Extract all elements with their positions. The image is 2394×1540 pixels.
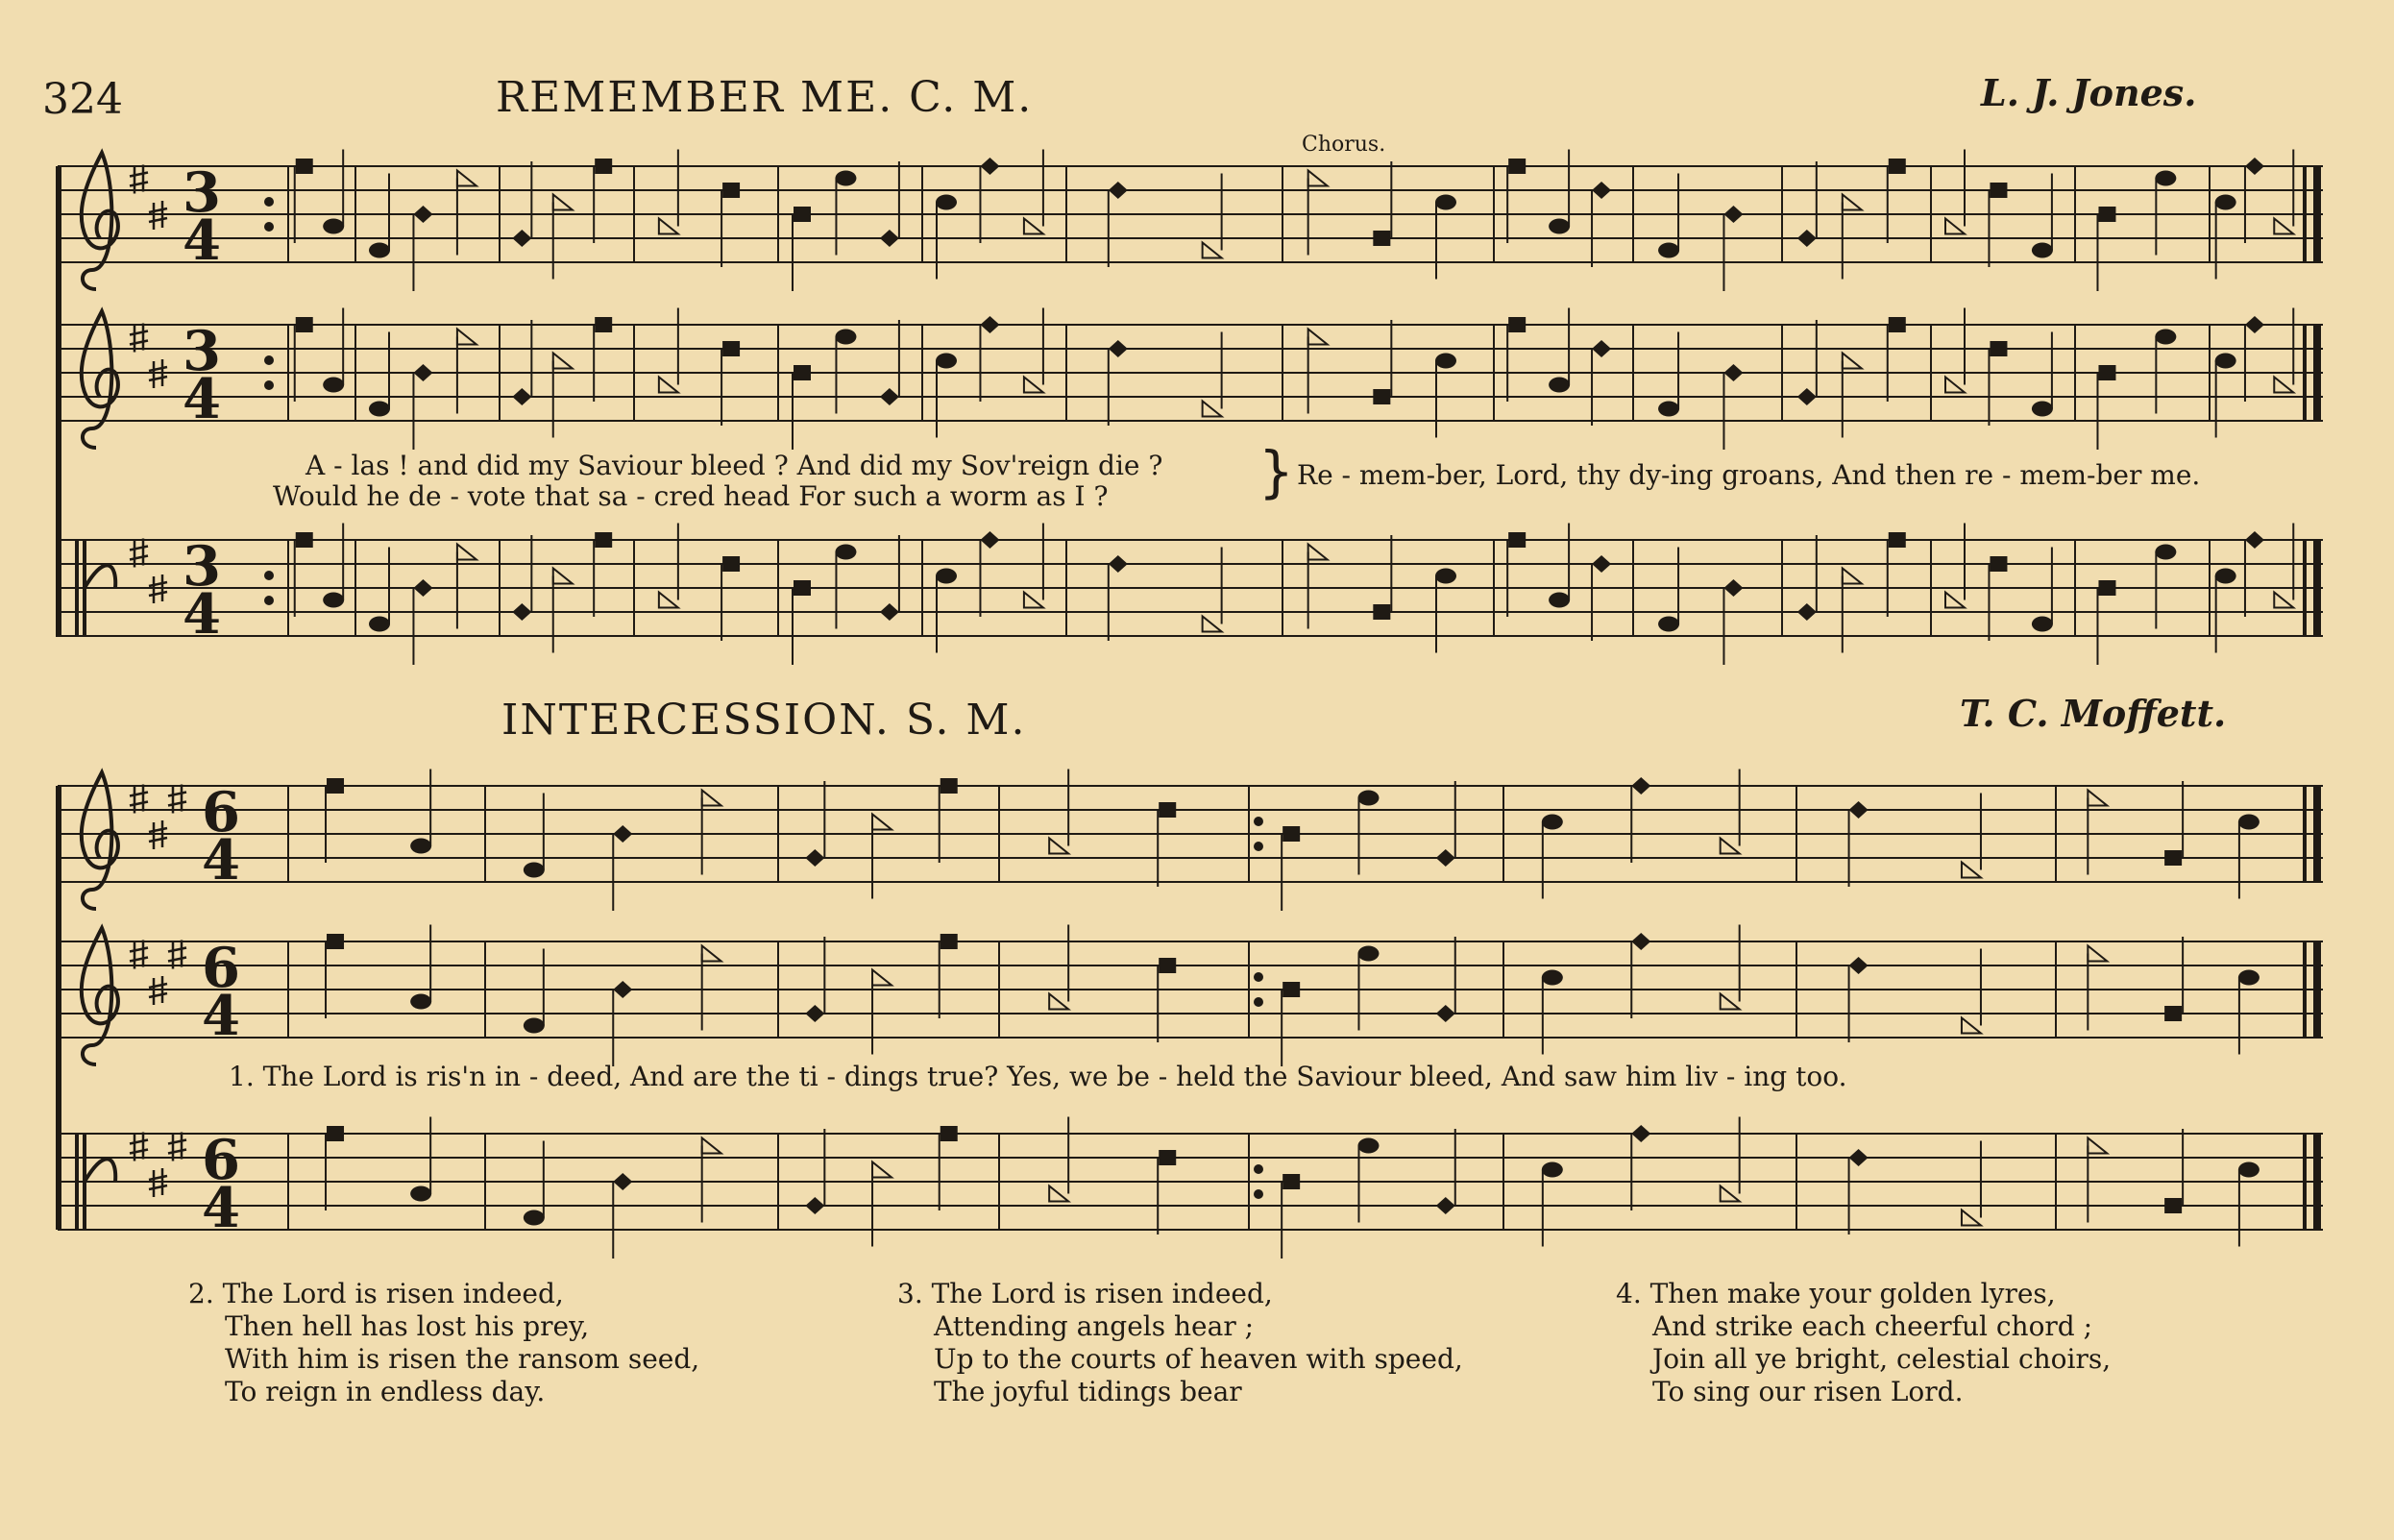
- repeat-dot: [1254, 842, 1263, 851]
- note-head: [936, 569, 957, 584]
- note-head: [2032, 402, 2053, 417]
- note-head: [1592, 555, 1611, 573]
- repeat-dot: [264, 380, 274, 390]
- time-sig-bottom: 4: [202, 1175, 241, 1240]
- hymn2-verse1-lyrics: 1. The Lord is ris'n in - deed, And are the ti - dings true? Yes, we be - held the Saviour bleed, And saw him liv - ing too.: [229, 1061, 1847, 1092]
- note-head: [1962, 1210, 1981, 1226]
- note-head: [1990, 556, 2007, 572]
- note-head: [1109, 182, 1128, 199]
- note-head: [1024, 219, 1043, 234]
- note-head: [2155, 330, 2176, 345]
- note-head: [872, 970, 892, 986]
- hymn-title-remember-me: REMEMBER ME. C. M.: [496, 73, 1034, 122]
- note-head: [722, 556, 740, 572]
- final-barline: [2313, 540, 2321, 636]
- note-head: [323, 219, 344, 234]
- note-head: [1658, 243, 1679, 258]
- note-head: [2238, 815, 2260, 830]
- final-barline: [2313, 166, 2321, 262]
- note-head: [1592, 340, 1611, 357]
- note-head: [1849, 1149, 1869, 1166]
- note-head: [1508, 159, 1526, 174]
- note-head: [1797, 603, 1817, 621]
- note-head: [1542, 1162, 1563, 1178]
- note-head: [2088, 1138, 2107, 1154]
- final-barline: [2313, 325, 2321, 421]
- note-head: [595, 159, 612, 174]
- composer-t-c-moffett: T. C. Moffett.: [1960, 692, 2227, 735]
- note-head: [1308, 171, 1328, 186]
- hymn1-chorus-lyrics: Re - mem-ber, Lord, thy dy-ing groans, And then re - mem-ber me.: [1297, 459, 2201, 491]
- note-head: [1282, 982, 1300, 997]
- note-head: [512, 388, 531, 405]
- note-head: [1721, 839, 1740, 854]
- note-head: [553, 354, 573, 369]
- note-head: [1889, 159, 1906, 174]
- time-sig-bottom: 4: [183, 581, 222, 647]
- repeat-dot: [1254, 1164, 1263, 1174]
- note-head: [2215, 569, 2236, 584]
- note-head: [1436, 1197, 1455, 1214]
- note-head: [369, 402, 390, 417]
- note-head: [595, 317, 612, 332]
- note-head: [1508, 317, 1526, 332]
- note-head: [722, 183, 740, 198]
- note-head: [936, 354, 957, 369]
- note-head: [2245, 158, 2264, 175]
- stanza-3: 3. The Lord is risen indeed, Attending angels hear ; Up to the courts of heaven with speed, The joyful tidings bear: [897, 1278, 1463, 1407]
- note-head: [1542, 970, 1563, 986]
- note-head: [1435, 354, 1456, 369]
- note-head: [413, 364, 432, 381]
- note-head: [2155, 171, 2176, 186]
- note-head: [2164, 1198, 2182, 1213]
- note-head: [1373, 389, 1390, 404]
- note-head: [794, 365, 811, 380]
- note-head: [2164, 1006, 2182, 1021]
- note-head: [659, 219, 678, 234]
- note-head: [1843, 195, 1862, 210]
- note-head: [980, 316, 999, 333]
- time-sig-bottom: 4: [202, 983, 241, 1048]
- system-bracket: [56, 166, 61, 637]
- note-head: [2274, 378, 2293, 393]
- repeat-dot: [1254, 972, 1263, 982]
- note-head: [1159, 1150, 1176, 1165]
- note-head: [1843, 569, 1862, 584]
- system-bracket: [56, 786, 61, 1230]
- note-head: [1308, 545, 1328, 560]
- repeat-dot: [1254, 1189, 1263, 1199]
- note-head: [940, 778, 958, 794]
- note-head: [413, 206, 432, 223]
- time-sig-top: 3: [183, 533, 222, 599]
- note-head: [1024, 593, 1043, 608]
- stanza-2: 2. The Lord is risen indeed, Then hell has lost his prey, With him is risen the ransom seed, To reign in endless day.: [188, 1278, 700, 1407]
- note-head: [659, 593, 678, 608]
- note-head: [1990, 183, 2007, 198]
- note-head: [722, 341, 740, 356]
- repeat-dot: [1254, 817, 1263, 826]
- note-head: [2274, 219, 2293, 234]
- repeat-dot: [264, 596, 274, 605]
- note-head: [524, 1210, 545, 1226]
- note-head: [1159, 958, 1176, 973]
- note-head: [327, 1126, 344, 1141]
- note-head: [1721, 994, 1740, 1010]
- note-head: [1373, 604, 1390, 620]
- treble-clef-icon: [82, 153, 118, 289]
- note-head: [1889, 532, 1906, 548]
- time-sig-bottom: 4: [183, 366, 222, 431]
- note-head: [457, 545, 476, 560]
- note-head: [2215, 195, 2236, 210]
- note-head: [1282, 1174, 1300, 1189]
- time-sig-top: 6: [202, 779, 241, 844]
- note-head: [1508, 532, 1526, 548]
- note-head: [880, 388, 899, 405]
- stanza-number: 4.: [1616, 1278, 1642, 1309]
- note-head: [2274, 593, 2293, 608]
- note-head: [1962, 1018, 1981, 1034]
- note-head: [1889, 317, 1906, 332]
- note-head: [2032, 617, 2053, 632]
- note-head: [805, 849, 824, 867]
- note-head: [2098, 207, 2115, 222]
- note-head: [2238, 970, 2260, 986]
- note-head: [1658, 617, 1679, 632]
- note-head: [1049, 839, 1068, 854]
- note-head: [936, 195, 957, 210]
- note-head: [323, 593, 344, 608]
- time-sig-top: 3: [183, 159, 222, 225]
- note-head: [1109, 340, 1128, 357]
- note-head: [1723, 579, 1743, 597]
- note-head: [1357, 791, 1379, 806]
- note-head: [1945, 378, 1965, 393]
- note-head: [1203, 243, 1222, 258]
- note-head: [1109, 555, 1128, 573]
- note-head: [512, 603, 531, 621]
- note-head: [323, 378, 344, 393]
- repeat-dot: [264, 197, 274, 207]
- note-head: [369, 617, 390, 632]
- note-head: [524, 863, 545, 878]
- stanza-4: 4. Then make your golden lyres, And strike each cheerful chord ; Join all ye bright, celestial choirs, To sing our risen Lord.: [1616, 1278, 2112, 1407]
- stanza-number: 2.: [188, 1278, 214, 1309]
- note-head: [835, 330, 856, 345]
- note-head: [457, 171, 476, 186]
- treble-clef-icon: [82, 928, 118, 1064]
- note-head: [512, 230, 531, 247]
- note-head: [805, 1197, 824, 1214]
- final-barline: [2313, 786, 2321, 882]
- note-head: [1308, 330, 1328, 345]
- note-head: [410, 994, 431, 1010]
- final-barline: [2313, 1134, 2321, 1230]
- note-head: [1549, 378, 1570, 393]
- note-head: [2155, 545, 2176, 560]
- note-head: [553, 195, 573, 210]
- note-head: [296, 317, 313, 332]
- note-head: [1357, 946, 1379, 962]
- note-head: [2098, 365, 2115, 380]
- note-head: [553, 569, 573, 584]
- note-head: [1049, 994, 1068, 1010]
- note-head: [1549, 219, 1570, 234]
- note-head: [1203, 617, 1222, 632]
- note-head: [1962, 863, 1981, 878]
- note-head: [2088, 946, 2107, 962]
- note-head: [595, 532, 612, 548]
- time-sig-top: 6: [202, 1127, 241, 1192]
- note-head: [1024, 378, 1043, 393]
- time-sig-bottom: 4: [202, 827, 241, 892]
- time-sig-top: 6: [202, 935, 241, 1000]
- composer-l-j-jones: L. J. Jones.: [1981, 71, 2197, 114]
- note-head: [1723, 364, 1743, 381]
- note-head: [1373, 231, 1390, 246]
- note-head: [613, 825, 632, 843]
- note-head: [410, 1186, 431, 1202]
- hymn-title-intercession: INTERCESSION. S. M.: [501, 696, 1027, 745]
- note-head: [702, 791, 721, 806]
- note-head: [2164, 850, 2182, 866]
- note-head: [702, 1138, 721, 1154]
- note-head: [1592, 182, 1611, 199]
- note-head: [1658, 402, 1679, 417]
- note-head: [1849, 801, 1869, 819]
- note-head: [413, 579, 432, 597]
- note-head: [327, 934, 344, 949]
- note-head: [1549, 593, 1570, 608]
- note-head: [1436, 849, 1455, 867]
- note-head: [1797, 388, 1817, 405]
- note-head: [2245, 531, 2264, 549]
- hymn1-verse-line-1: A - las ! and did my Saviour bleed ? And did my Sov'reign die ?: [305, 450, 1163, 481]
- time-sig-bottom: 4: [183, 208, 222, 273]
- note-head: [296, 159, 313, 174]
- note-head: [327, 778, 344, 794]
- repeat-dot: [1254, 997, 1263, 1007]
- note-head: [1797, 230, 1817, 247]
- note-head: [2098, 580, 2115, 596]
- note-head: [880, 230, 899, 247]
- note-head: [1990, 341, 2007, 356]
- note-head: [1435, 195, 1456, 210]
- note-head: [2032, 243, 2053, 258]
- note-head: [613, 1173, 632, 1190]
- note-head: [369, 243, 390, 258]
- note-head: [1849, 957, 1869, 974]
- note-head: [1631, 933, 1650, 950]
- note-head: [1723, 206, 1743, 223]
- note-head: [980, 531, 999, 549]
- note-head: [980, 158, 999, 175]
- hymn1-verse-line-2: Would he de - vote that sa - cred head For such a worm as I ?: [273, 480, 1109, 512]
- note-head: [835, 171, 856, 186]
- note-head: [659, 378, 678, 393]
- note-head: [2238, 1162, 2260, 1178]
- note-head: [794, 207, 811, 222]
- final-barline: [2313, 941, 2321, 1038]
- note-head: [880, 603, 899, 621]
- repeat-dot: [264, 571, 274, 580]
- note-head: [1282, 826, 1300, 842]
- chorus-label: Chorus.: [1302, 133, 1386, 157]
- note-head: [2245, 316, 2264, 333]
- lyric-brace: }: [1258, 439, 1294, 504]
- note-head: [940, 934, 958, 949]
- note-head: [457, 330, 476, 345]
- note-head: [1843, 354, 1862, 369]
- note-head: [1203, 402, 1222, 417]
- note-head: [1159, 802, 1176, 818]
- time-sig-top: 3: [183, 318, 222, 383]
- note-head: [524, 1018, 545, 1034]
- note-head: [2088, 791, 2107, 806]
- note-head: [805, 1005, 824, 1022]
- note-head: [1631, 777, 1650, 794]
- note-head: [835, 545, 856, 560]
- note-head: [1436, 1005, 1455, 1022]
- note-head: [1631, 1125, 1650, 1142]
- note-head: [296, 532, 313, 548]
- note-head: [872, 815, 892, 830]
- note-head: [1945, 593, 1965, 608]
- note-head: [1049, 1186, 1068, 1202]
- note-head: [1435, 569, 1456, 584]
- repeat-dot: [264, 222, 274, 232]
- note-head: [872, 1162, 892, 1178]
- treble-clef-icon: [82, 772, 118, 909]
- note-head: [1945, 219, 1965, 234]
- note-head: [702, 946, 721, 962]
- note-head: [410, 839, 431, 854]
- page-number: 324: [42, 75, 123, 124]
- stanza-number: 3.: [897, 1278, 923, 1309]
- note-head: [2215, 354, 2236, 369]
- note-head: [1542, 815, 1563, 830]
- note-head: [940, 1126, 958, 1141]
- note-head: [1357, 1138, 1379, 1154]
- repeat-dot: [264, 355, 274, 365]
- note-head: [613, 981, 632, 998]
- note-head: [1721, 1186, 1740, 1202]
- note-head: [794, 580, 811, 596]
- treble-clef-icon: [82, 311, 118, 448]
